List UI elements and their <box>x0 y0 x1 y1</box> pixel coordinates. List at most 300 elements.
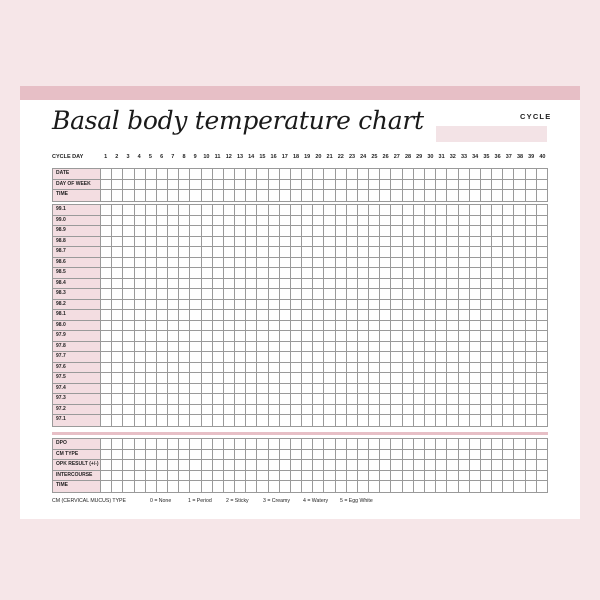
grid-cell[interactable] <box>112 352 123 362</box>
grid-cell[interactable] <box>123 342 134 352</box>
grid-cell[interactable] <box>280 279 291 289</box>
grid-cell[interactable] <box>425 279 436 289</box>
grid-cell[interactable] <box>291 450 302 460</box>
grid-cell[interactable] <box>190 190 201 201</box>
grid-cell[interactable] <box>380 363 391 373</box>
grid-cell[interactable] <box>447 310 458 320</box>
grid-cell[interactable] <box>235 310 246 320</box>
grid-cell[interactable] <box>481 310 492 320</box>
grid-cell[interactable] <box>436 247 447 257</box>
grid-cell[interactable] <box>202 331 213 341</box>
grid-cell[interactable] <box>369 258 380 268</box>
grid-cell[interactable] <box>481 384 492 394</box>
grid-cell[interactable] <box>280 226 291 236</box>
grid-cell[interactable] <box>135 310 146 320</box>
grid-cell[interactable] <box>414 321 425 331</box>
grid-cell[interactable] <box>459 460 470 470</box>
grid-cell[interactable] <box>123 394 134 404</box>
grid-cell[interactable] <box>168 331 179 341</box>
grid-cell[interactable] <box>213 279 224 289</box>
grid-cell[interactable] <box>246 258 257 268</box>
grid-cell[interactable] <box>202 247 213 257</box>
grid-cell[interactable] <box>347 373 358 383</box>
grid-cell[interactable] <box>213 342 224 352</box>
grid-cell[interactable] <box>168 352 179 362</box>
grid-cell[interactable] <box>459 258 470 268</box>
grid-cell[interactable] <box>135 384 146 394</box>
grid-cell[interactable] <box>101 226 112 236</box>
grid-cell[interactable] <box>369 439 380 449</box>
grid-cell[interactable] <box>235 237 246 247</box>
grid-cell[interactable] <box>436 394 447 404</box>
grid-cell[interactable] <box>347 471 358 481</box>
grid-cell[interactable] <box>358 258 369 268</box>
grid-cell[interactable] <box>380 237 391 247</box>
grid-cell[interactable] <box>101 405 112 415</box>
grid-cell[interactable] <box>179 373 190 383</box>
grid-cell[interactable] <box>347 216 358 226</box>
grid-cell[interactable] <box>391 216 402 226</box>
grid-cell[interactable] <box>101 321 112 331</box>
grid-cell[interactable] <box>336 268 347 278</box>
grid-cell[interactable] <box>101 247 112 257</box>
grid-cell[interactable] <box>302 237 313 247</box>
grid-cell[interactable] <box>347 460 358 470</box>
grid-cell[interactable] <box>157 247 168 257</box>
grid-cell[interactable] <box>179 394 190 404</box>
grid-cell[interactable] <box>146 289 157 299</box>
grid-cell[interactable] <box>313 321 324 331</box>
grid-cell[interactable] <box>537 169 547 179</box>
grid-cell[interactable] <box>168 439 179 449</box>
grid-cell[interactable] <box>403 481 414 492</box>
grid-cell[interactable] <box>257 481 268 492</box>
grid-cell[interactable] <box>190 352 201 362</box>
grid-cell[interactable] <box>369 363 380 373</box>
grid-cell[interactable] <box>369 300 380 310</box>
grid-cell[interactable] <box>112 247 123 257</box>
grid-cell[interactable] <box>202 363 213 373</box>
grid-cell[interactable] <box>324 481 335 492</box>
grid-cell[interactable] <box>425 247 436 257</box>
grid-cell[interactable] <box>336 216 347 226</box>
grid-cell[interactable] <box>280 460 291 470</box>
grid-cell[interactable] <box>537 289 547 299</box>
grid-cell[interactable] <box>157 363 168 373</box>
grid-cell[interactable] <box>101 352 112 362</box>
grid-cell[interactable] <box>380 352 391 362</box>
grid-cell[interactable] <box>146 481 157 492</box>
grid-cell[interactable] <box>168 190 179 201</box>
grid-cell[interactable] <box>202 169 213 179</box>
grid-cell[interactable] <box>135 460 146 470</box>
grid-cell[interactable] <box>391 363 402 373</box>
grid-cell[interactable] <box>157 342 168 352</box>
grid-cell[interactable] <box>537 180 547 190</box>
grid-cell[interactable] <box>358 180 369 190</box>
grid-cell[interactable] <box>101 439 112 449</box>
grid-cell[interactable] <box>190 300 201 310</box>
grid-cell[interactable] <box>526 258 537 268</box>
grid-cell[interactable] <box>291 216 302 226</box>
grid-cell[interactable] <box>347 439 358 449</box>
grid-cell[interactable] <box>190 279 201 289</box>
grid-cell[interactable] <box>146 471 157 481</box>
grid-cell[interactable] <box>190 216 201 226</box>
grid-cell[interactable] <box>526 279 537 289</box>
grid-cell[interactable] <box>369 405 380 415</box>
grid-cell[interactable] <box>280 268 291 278</box>
grid-cell[interactable] <box>190 342 201 352</box>
grid-cell[interactable] <box>526 481 537 492</box>
grid-cell[interactable] <box>403 363 414 373</box>
grid-cell[interactable] <box>391 439 402 449</box>
grid-cell[interactable] <box>447 373 458 383</box>
grid-cell[interactable] <box>425 190 436 201</box>
grid-cell[interactable] <box>436 180 447 190</box>
grid-cell[interactable] <box>358 300 369 310</box>
grid-cell[interactable] <box>224 373 235 383</box>
grid-cell[interactable] <box>302 415 313 426</box>
grid-cell[interactable] <box>224 363 235 373</box>
grid-cell[interactable] <box>481 363 492 373</box>
grid-cell[interactable] <box>481 394 492 404</box>
grid-cell[interactable] <box>269 226 280 236</box>
grid-cell[interactable] <box>302 321 313 331</box>
grid-cell[interactable] <box>503 352 514 362</box>
grid-cell[interactable] <box>537 460 547 470</box>
grid-cell[interactable] <box>391 258 402 268</box>
grid-cell[interactable] <box>123 247 134 257</box>
grid-cell[interactable] <box>369 216 380 226</box>
grid-cell[interactable] <box>492 321 503 331</box>
grid-cell[interactable] <box>313 471 324 481</box>
grid-cell[interactable] <box>135 342 146 352</box>
grid-cell[interactable] <box>447 331 458 341</box>
grid-cell[interactable] <box>380 331 391 341</box>
grid-cell[interactable] <box>380 384 391 394</box>
grid-cell[interactable] <box>514 405 525 415</box>
grid-cell[interactable] <box>503 247 514 257</box>
grid-cell[interactable] <box>246 373 257 383</box>
grid-cell[interactable] <box>235 342 246 352</box>
grid-cell[interactable] <box>224 342 235 352</box>
grid-cell[interactable] <box>514 342 525 352</box>
grid-cell[interactable] <box>146 268 157 278</box>
grid-cell[interactable] <box>213 373 224 383</box>
grid-cell[interactable] <box>347 481 358 492</box>
grid-cell[interactable] <box>380 342 391 352</box>
grid-cell[interactable] <box>514 279 525 289</box>
grid-cell[interactable] <box>447 363 458 373</box>
grid-cell[interactable] <box>112 331 123 341</box>
grid-cell[interactable] <box>190 321 201 331</box>
grid-cell[interactable] <box>492 180 503 190</box>
grid-cell[interactable] <box>414 180 425 190</box>
grid-cell[interactable] <box>403 268 414 278</box>
grid-cell[interactable] <box>246 279 257 289</box>
grid-cell[interactable] <box>347 342 358 352</box>
grid-cell[interactable] <box>391 394 402 404</box>
grid-cell[interactable] <box>157 258 168 268</box>
grid-cell[interactable] <box>157 180 168 190</box>
grid-cell[interactable] <box>235 439 246 449</box>
grid-cell[interactable] <box>336 321 347 331</box>
grid-cell[interactable] <box>403 321 414 331</box>
grid-cell[interactable] <box>269 169 280 179</box>
grid-cell[interactable] <box>514 363 525 373</box>
grid-cell[interactable] <box>447 289 458 299</box>
grid-cell[interactable] <box>101 342 112 352</box>
grid-cell[interactable] <box>112 310 123 320</box>
grid-cell[interactable] <box>436 216 447 226</box>
grid-cell[interactable] <box>235 450 246 460</box>
grid-cell[interactable] <box>414 471 425 481</box>
grid-cell[interactable] <box>112 169 123 179</box>
grid-cell[interactable] <box>358 289 369 299</box>
grid-cell[interactable] <box>123 363 134 373</box>
grid-cell[interactable] <box>526 205 537 215</box>
grid-cell[interactable] <box>269 258 280 268</box>
grid-cell[interactable] <box>179 331 190 341</box>
grid-cell[interactable] <box>157 190 168 201</box>
grid-cell[interactable] <box>414 460 425 470</box>
grid-cell[interactable] <box>123 169 134 179</box>
grid-cell[interactable] <box>369 268 380 278</box>
grid-cell[interactable] <box>123 352 134 362</box>
grid-cell[interactable] <box>224 471 235 481</box>
grid-cell[interactable] <box>514 460 525 470</box>
grid-cell[interactable] <box>135 373 146 383</box>
grid-cell[interactable] <box>503 405 514 415</box>
grid-cell[interactable] <box>414 394 425 404</box>
grid-cell[interactable] <box>470 190 481 201</box>
grid-cell[interactable] <box>202 394 213 404</box>
grid-cell[interactable] <box>291 481 302 492</box>
grid-cell[interactable] <box>101 300 112 310</box>
grid-cell[interactable] <box>202 300 213 310</box>
grid-cell[interactable] <box>269 247 280 257</box>
grid-cell[interactable] <box>391 237 402 247</box>
grid-cell[interactable] <box>324 258 335 268</box>
grid-cell[interactable] <box>313 342 324 352</box>
grid-cell[interactable] <box>336 331 347 341</box>
grid-cell[interactable] <box>213 352 224 362</box>
grid-cell[interactable] <box>369 169 380 179</box>
grid-cell[interactable] <box>403 331 414 341</box>
grid-cell[interactable] <box>425 481 436 492</box>
grid-cell[interactable] <box>146 342 157 352</box>
grid-cell[interactable] <box>213 394 224 404</box>
grid-cell[interactable] <box>146 460 157 470</box>
grid-cell[interactable] <box>224 352 235 362</box>
grid-cell[interactable] <box>492 481 503 492</box>
grid-cell[interactable] <box>358 321 369 331</box>
grid-cell[interactable] <box>358 405 369 415</box>
grid-cell[interactable] <box>447 384 458 394</box>
grid-cell[interactable] <box>168 268 179 278</box>
grid-cell[interactable] <box>157 289 168 299</box>
grid-cell[interactable] <box>235 394 246 404</box>
grid-cell[interactable] <box>235 331 246 341</box>
grid-cell[interactable] <box>459 289 470 299</box>
grid-cell[interactable] <box>403 226 414 236</box>
grid-cell[interactable] <box>135 279 146 289</box>
grid-cell[interactable] <box>112 481 123 492</box>
grid-cell[interactable] <box>313 310 324 320</box>
grid-cell[interactable] <box>492 258 503 268</box>
grid-cell[interactable] <box>514 373 525 383</box>
grid-cell[interactable] <box>135 190 146 201</box>
grid-cell[interactable] <box>313 190 324 201</box>
grid-cell[interactable] <box>537 481 547 492</box>
grid-cell[interactable] <box>470 258 481 268</box>
grid-cell[interactable] <box>503 300 514 310</box>
grid-cell[interactable] <box>269 342 280 352</box>
grid-cell[interactable] <box>157 310 168 320</box>
grid-cell[interactable] <box>190 384 201 394</box>
grid-cell[interactable] <box>425 205 436 215</box>
grid-cell[interactable] <box>135 363 146 373</box>
grid-cell[interactable] <box>213 216 224 226</box>
grid-cell[interactable] <box>146 415 157 426</box>
grid-cell[interactable] <box>470 405 481 415</box>
grid-cell[interactable] <box>302 190 313 201</box>
grid-cell[interactable] <box>123 190 134 201</box>
grid-cell[interactable] <box>358 460 369 470</box>
grid-cell[interactable] <box>213 169 224 179</box>
grid-cell[interactable] <box>380 226 391 236</box>
grid-cell[interactable] <box>146 352 157 362</box>
grid-cell[interactable] <box>190 481 201 492</box>
grid-cell[interactable] <box>447 300 458 310</box>
grid-cell[interactable] <box>358 205 369 215</box>
grid-cell[interactable] <box>537 342 547 352</box>
grid-cell[interactable] <box>470 384 481 394</box>
grid-cell[interactable] <box>190 180 201 190</box>
grid-cell[interactable] <box>324 237 335 247</box>
grid-cell[interactable] <box>168 342 179 352</box>
grid-cell[interactable] <box>280 216 291 226</box>
grid-cell[interactable] <box>213 321 224 331</box>
grid-cell[interactable] <box>526 460 537 470</box>
grid-cell[interactable] <box>447 471 458 481</box>
grid-cell[interactable] <box>492 237 503 247</box>
grid-cell[interactable] <box>235 169 246 179</box>
grid-cell[interactable] <box>436 460 447 470</box>
grid-cell[interactable] <box>436 169 447 179</box>
grid-cell[interactable] <box>291 384 302 394</box>
grid-cell[interactable] <box>492 216 503 226</box>
grid-cell[interactable] <box>168 363 179 373</box>
grid-cell[interactable] <box>146 439 157 449</box>
grid-cell[interactable] <box>235 352 246 362</box>
grid-cell[interactable] <box>269 205 280 215</box>
grid-cell[interactable] <box>101 363 112 373</box>
grid-cell[interactable] <box>481 289 492 299</box>
grid-cell[interactable] <box>481 373 492 383</box>
grid-cell[interactable] <box>157 384 168 394</box>
grid-cell[interactable] <box>235 405 246 415</box>
grid-cell[interactable] <box>503 289 514 299</box>
grid-cell[interactable] <box>168 384 179 394</box>
grid-cell[interactable] <box>313 405 324 415</box>
grid-cell[interactable] <box>436 342 447 352</box>
grid-cell[interactable] <box>202 450 213 460</box>
grid-cell[interactable] <box>202 279 213 289</box>
grid-cell[interactable] <box>336 363 347 373</box>
grid-cell[interactable] <box>280 300 291 310</box>
grid-cell[interactable] <box>280 190 291 201</box>
grid-cell[interactable] <box>202 405 213 415</box>
grid-cell[interactable] <box>459 363 470 373</box>
grid-cell[interactable] <box>135 289 146 299</box>
grid-cell[interactable] <box>190 439 201 449</box>
grid-cell[interactable] <box>459 180 470 190</box>
grid-cell[interactable] <box>414 205 425 215</box>
grid-cell[interactable] <box>459 352 470 362</box>
grid-cell[interactable] <box>269 363 280 373</box>
grid-cell[interactable] <box>269 190 280 201</box>
grid-cell[interactable] <box>470 289 481 299</box>
grid-cell[interactable] <box>514 331 525 341</box>
grid-cell[interactable] <box>235 180 246 190</box>
grid-cell[interactable] <box>246 216 257 226</box>
grid-cell[interactable] <box>459 237 470 247</box>
grid-cell[interactable] <box>168 279 179 289</box>
grid-cell[interactable] <box>391 481 402 492</box>
grid-cell[interactable] <box>492 439 503 449</box>
grid-cell[interactable] <box>168 481 179 492</box>
grid-cell[interactable] <box>190 237 201 247</box>
grid-cell[interactable] <box>280 450 291 460</box>
grid-cell[interactable] <box>425 439 436 449</box>
grid-cell[interactable] <box>414 226 425 236</box>
grid-cell[interactable] <box>391 279 402 289</box>
grid-cell[interactable] <box>224 258 235 268</box>
grid-cell[interactable] <box>436 268 447 278</box>
grid-cell[interactable] <box>425 471 436 481</box>
grid-cell[interactable] <box>526 226 537 236</box>
grid-cell[interactable] <box>235 258 246 268</box>
grid-cell[interactable] <box>168 321 179 331</box>
grid-cell[interactable] <box>157 216 168 226</box>
grid-cell[interactable] <box>436 289 447 299</box>
grid-cell[interactable] <box>291 279 302 289</box>
grid-cell[interactable] <box>537 394 547 404</box>
grid-cell[interactable] <box>257 373 268 383</box>
grid-cell[interactable] <box>425 415 436 426</box>
grid-cell[interactable] <box>101 216 112 226</box>
grid-cell[interactable] <box>313 237 324 247</box>
grid-cell[interactable] <box>224 450 235 460</box>
cycle-input-field[interactable] <box>436 126 547 142</box>
grid-cell[interactable] <box>269 300 280 310</box>
grid-cell[interactable] <box>101 237 112 247</box>
grid-cell[interactable] <box>246 300 257 310</box>
grid-cell[interactable] <box>492 279 503 289</box>
grid-cell[interactable] <box>503 310 514 320</box>
grid-cell[interactable] <box>347 205 358 215</box>
grid-cell[interactable] <box>414 481 425 492</box>
grid-cell[interactable] <box>369 331 380 341</box>
grid-cell[interactable] <box>425 180 436 190</box>
grid-cell[interactable] <box>503 226 514 236</box>
grid-cell[interactable] <box>280 247 291 257</box>
grid-cell[interactable] <box>503 471 514 481</box>
grid-cell[interactable] <box>313 363 324 373</box>
grid-cell[interactable] <box>246 331 257 341</box>
